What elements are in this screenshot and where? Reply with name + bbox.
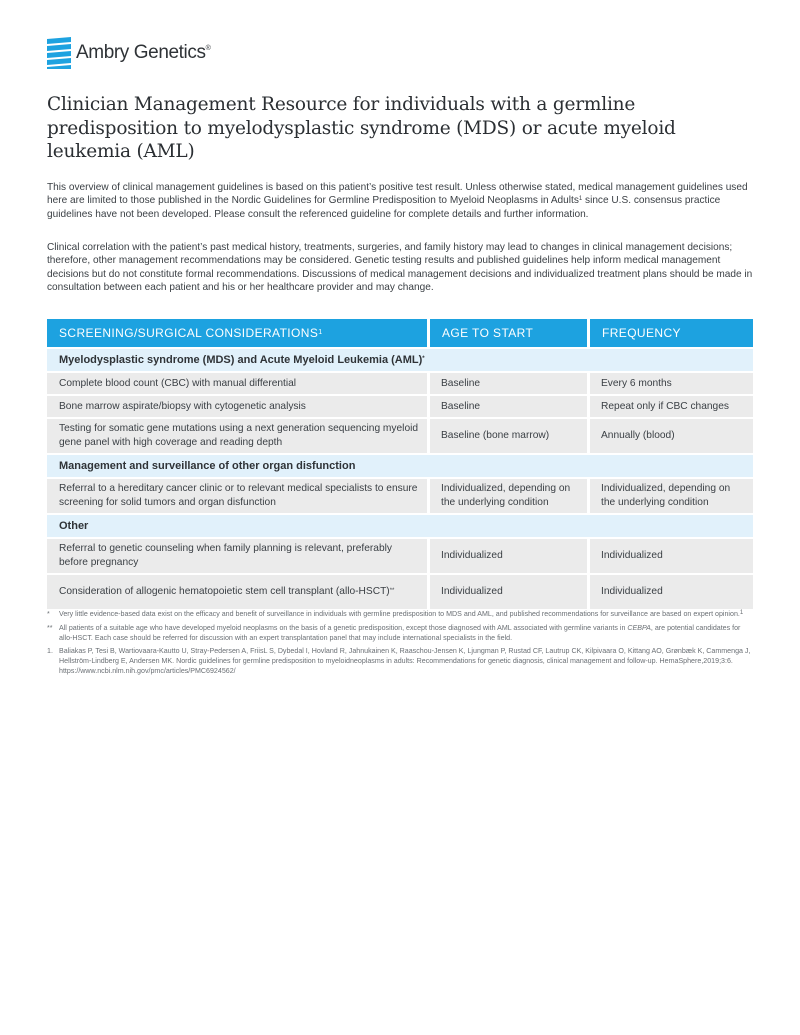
section-other-organ: Management and surveillance of other organ disfunction (47, 455, 753, 477)
row-age: Baseline (430, 373, 587, 394)
logo-wordmark (76, 42, 210, 64)
row-frequency: Individualized, depending on the underlying condition (590, 479, 753, 513)
intro-ref-1: 1 (578, 196, 583, 203)
reference-mark: 1. (47, 647, 53, 656)
row-age: Individualized (430, 575, 587, 609)
footnote-2-text-b: , are potential candidates for allo-HSCT. Each case should be referred for discussion with an expert transplantation panel that may include international specialists in the field. (59, 623, 741, 642)
header-age: AGE TO START (430, 319, 587, 347)
table-row (47, 373, 753, 394)
section-other: Other (47, 515, 753, 537)
intro-paragraph-1 (47, 181, 755, 221)
row-item: Referral to a hereditary cancer clinic or to relevant medical specialists to ensure screening for solid tumors and organ disfunction (47, 479, 427, 513)
row-age: Baseline (430, 396, 587, 417)
table-row (47, 539, 753, 573)
footnote-mark: * (47, 610, 50, 618)
table-row (47, 479, 753, 513)
row-frequency: Individualized (590, 575, 753, 609)
row-item: Complete blood count (CBC) with manual differential (47, 373, 427, 394)
header-frequency: FREQUENCY (590, 319, 753, 347)
reference-text: Baliakas P, Tesi B, Wartiovaara-Kautto U, Stray-Pedersen A, FriisL S, Dybedal I, Hovland R, Jahnukainen K, Raaschou-Jensen K, Ljungman P, Rustad CF, Lautrup CK, Kilpivaara O, Kittang AO, Grønbæk K, Cammenga J, Hellström-Lindberg E, Andersen MK. Nordic guidelines for germline predisposition to myeloidneoplasms in adults: Recommendations for genetic diagnosis, clinical management and follow-up. HemaSphere,2019;3:6. https://www.ncbi.nlm.nih.gov/pmc/articles/PMC6924562/ (59, 647, 751, 675)
ambry-genetics-logo (47, 37, 210, 69)
row-age: Individualized (430, 539, 587, 573)
footnote-mark: ** (47, 623, 53, 632)
row-item-mark: ** (389, 588, 395, 594)
management-table (47, 319, 753, 611)
intro-p1-a: This overview of clinical management guidelines is based on this patient’s positive test result. Unless otherwise stated, medical management guidelines used here are limited to those published in the Nordic Guidelines for Germline Predisposition to Myeloid Neoplasms in Adults (47, 182, 748, 207)
ambry-logo-icon (47, 37, 71, 69)
page-title: Clinician Management Resource for individuals with a germline predisposition to myelodysplastic syndrome (MDS) or acute myeloid leukemia (AML) (47, 94, 676, 162)
row-frequency: Annually (blood) (590, 419, 753, 453)
row-item: Bone marrow aspirate/biopsy with cytogenetic analysis (47, 396, 427, 417)
intro-p1-b: since U.S. consensus practice guidelines have not been developed. Please consult the referenced guideline for complete details and further information. (47, 195, 721, 220)
header-ref: 1 (318, 328, 323, 336)
row-frequency: Repeat only if CBC changes (590, 396, 753, 417)
intro-paragraph-2: Clinical correlation with the patient’s past medical history, treatments, surgeries, and family history may lead to changes in clinical management decisions; therefore, other management recommendations may be considered. Genetic testing results and published guidelines help inform medical management decisions but do not constitute formal recommendations. Discussions of medical management decisions and individualized treatment plans should be made in consultation between each patient and his or her healthcare provider and may change. (47, 242, 753, 294)
section-mds-aml-title: Myelodysplastic syndrome (MDS) and Acute Myeloid Leukemia (AML) (59, 354, 423, 366)
row-item: Referral to genetic counseling when family planning is relevant, preferably before pregnancy (47, 539, 427, 573)
footnotes (47, 610, 753, 681)
row-item (47, 575, 427, 609)
table-row (47, 396, 753, 417)
footnote-2-gene: CEBPA (627, 623, 651, 632)
footnote-text (59, 624, 753, 644)
footnote-text (59, 610, 753, 620)
section-mds-aml (47, 349, 753, 371)
registered-mark: ® (205, 45, 211, 52)
reference-1 (47, 647, 753, 676)
row-age: Individualized, depending on the underlying condition (430, 479, 587, 513)
footnote-2 (47, 624, 753, 644)
brand-name: Ambry Genetics (76, 42, 206, 63)
row-frequency: Every 6 months (590, 373, 753, 394)
footnote-1-ref: 1 (739, 610, 744, 616)
footnote-1 (47, 610, 753, 620)
table-header-row (47, 319, 753, 347)
table-row (47, 575, 753, 609)
footnote-1-text: Very little evidence-based data exist on the efficacy and benefit of surveillance in individuals with germline predisposition to MDS and AML, and published recommendations for surveillance are based on expert opinion. (59, 610, 740, 618)
header-screening (47, 319, 427, 347)
row-item-text: Consideration of allogenic hematopoietic stem cell transplant (allo-HSCT) (59, 586, 390, 597)
row-frequency: Individualized (590, 539, 753, 573)
table-row (47, 419, 753, 453)
section-mds-aml-mark: * (422, 356, 425, 362)
footnote-2-text-a: All patients of a suitable age who have developed myeloid neoplasms on the basis of a genetic predisposition, except those diagnosed with AML associated with germline variants in (59, 623, 628, 632)
row-item: Testing for somatic gene mutations using a next generation sequencing myeloid gene panel with high coverage and reading depth (47, 419, 427, 453)
row-age: Baseline (bone marrow) (430, 419, 587, 453)
header-screening-label: SCREENING/SURGICAL CONSIDERATIONS (59, 326, 319, 340)
